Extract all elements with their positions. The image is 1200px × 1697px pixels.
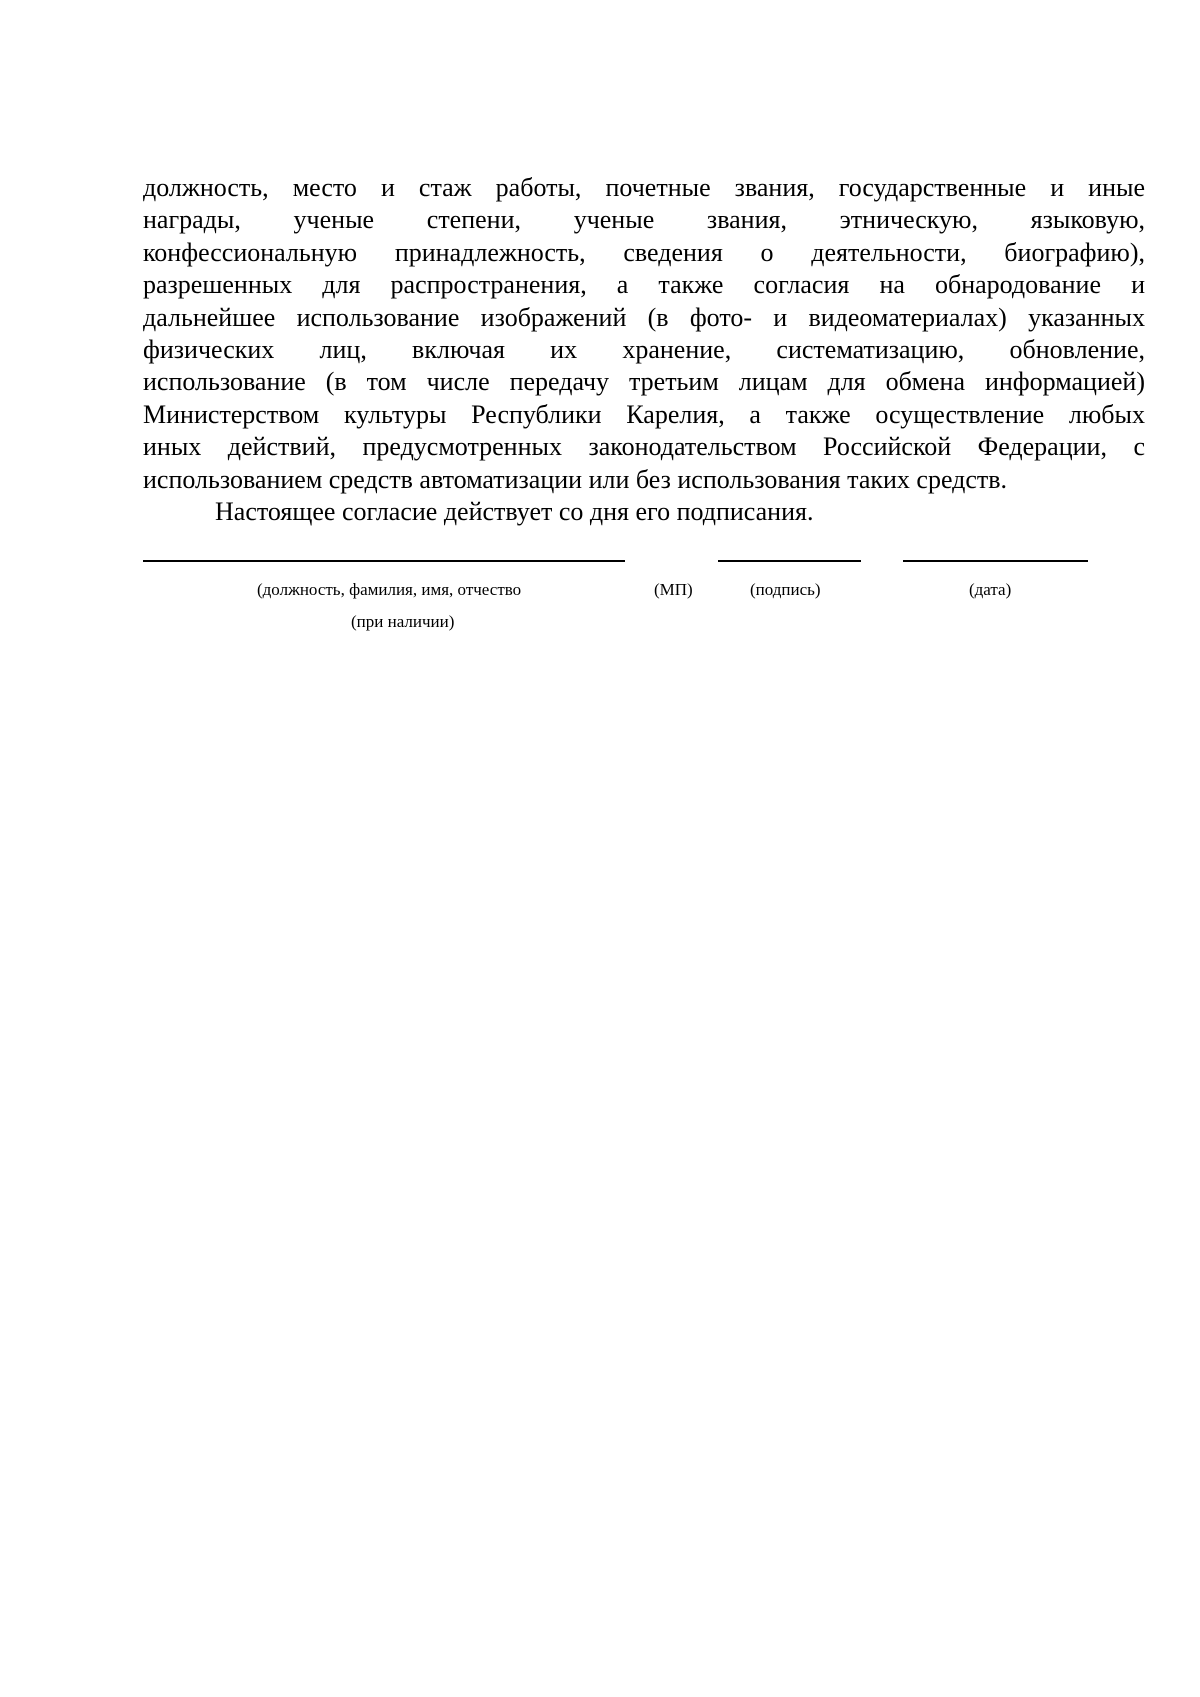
signature-caption: (подпись) — [750, 580, 821, 599]
position-signature-line — [143, 560, 625, 562]
signature-line — [718, 560, 861, 562]
body-line: Министерством культуры Республики Карелия, а также осуществление любых — [143, 399, 1145, 429]
body-line: дальнейшее использование изображений (в фото- и видеоматериалах) указанных — [143, 302, 1145, 332]
body-line: должность, место и стаж работы, почетные звания, государственные и иные — [143, 173, 1145, 202]
body-line: иных действий, предусмотренных законодательством Российской Федерации, с — [143, 432, 1145, 462]
date-line — [903, 560, 1088, 562]
closing-paragraph: Настоящее согласие действует со дня его подписания. — [215, 496, 814, 526]
date-caption: (дата) — [969, 580, 1012, 599]
position-caption-continued: (при наличии) — [351, 612, 455, 631]
body-line: использованием средств автоматизации или без использования таких средств. — [143, 464, 1008, 494]
position-caption: (должность, фамилия, имя, отчество — [257, 580, 522, 599]
consent-body-text — [143, 172, 1145, 528]
body-line: конфессиональную принадлежность, сведения о деятельности, биографию), — [143, 237, 1145, 267]
body-line: физических лиц, включая их хранение, систематизацию, обновление, — [143, 334, 1145, 364]
body-line: разрешенных для распространения, а также согласия на обнародование и — [143, 270, 1145, 300]
body-line: использование (в том числе передачу третьим лицам для обмена информацией) — [143, 367, 1145, 397]
stamp-caption: (МП) — [654, 580, 693, 599]
body-line: награды, ученые степени, ученые звания, этническую, языковую, — [143, 205, 1145, 235]
